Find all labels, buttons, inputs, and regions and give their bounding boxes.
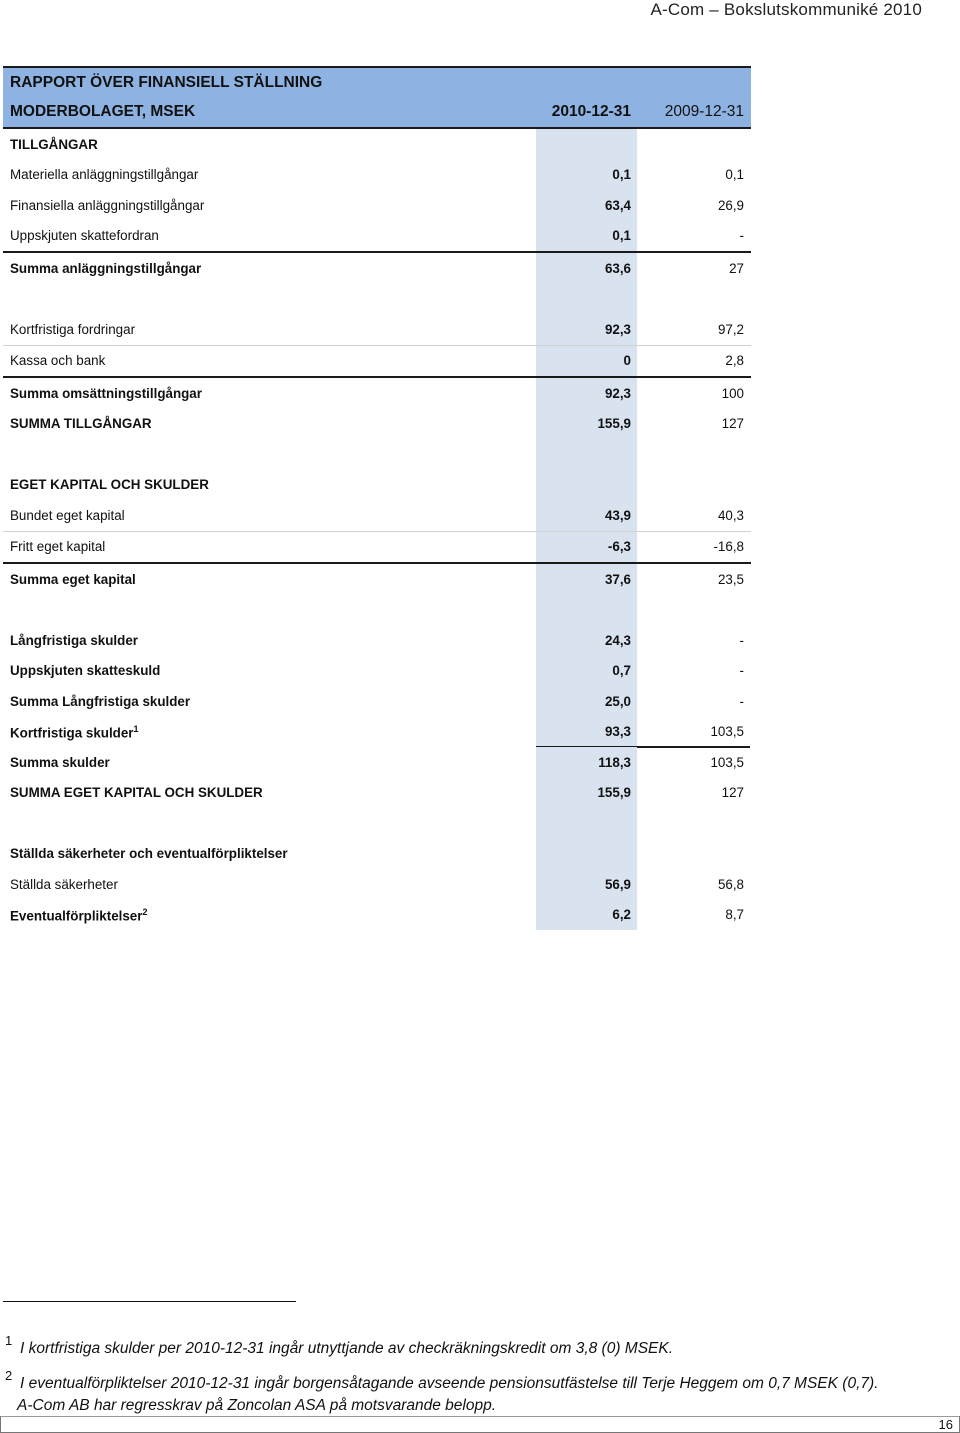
value-2010: 118,3 [536, 747, 637, 778]
value-2009: 56,8 [717, 876, 744, 892]
table-row [3, 251, 751, 284]
value-2009: 2,8 [725, 353, 744, 369]
table-row [3, 595, 751, 626]
value-2010: 92,3 [536, 378, 637, 409]
row-label: TILLGÅNGAR [10, 136, 98, 152]
table-row [3, 500, 751, 531]
value-2009 [637, 808, 750, 839]
value-2009: - [739, 693, 744, 709]
row-label: Summa Långfristiga skulder [10, 693, 191, 709]
row-label: Summa omsättningstillgångar [10, 385, 202, 401]
row-label: Uppskjuten skatteskuld [10, 663, 161, 679]
row-label: Kortfristiga skulder$^1$ [10, 723, 139, 740]
value-2010: 155,9 [536, 778, 637, 809]
value-2010: 155,9 [536, 409, 637, 440]
value-2010: 37,6 [536, 564, 637, 595]
column-header-2010: 2010-12-31 [551, 103, 631, 120]
value-2010 [536, 284, 637, 315]
row-label: SUMMA EGET KAPITAL OCH SKULDER [10, 785, 263, 801]
row-label: Materiella anläggningstillgångar [10, 167, 199, 183]
value-2010: 6,2 [536, 900, 637, 931]
value-2010: -6,3 [536, 532, 637, 563]
value-2009: 27 [729, 260, 744, 276]
table-row [3, 900, 751, 931]
table-row [3, 686, 751, 717]
table-title: RAPPORT ÖVER FINANSIELL STÄLLNING [10, 73, 323, 91]
table-row [3, 190, 751, 221]
table-row [3, 284, 751, 315]
row-label: SUMMA TILLGÅNGAR [10, 416, 152, 432]
row-label: Fritt eget kapital [10, 539, 106, 555]
table-row [3, 314, 751, 345]
table-row [3, 717, 751, 748]
value-2009: - [739, 632, 744, 648]
value-2010 [536, 439, 637, 470]
row-label: Långfristiga skulder [10, 632, 138, 648]
balance-sheet-table [3, 66, 751, 930]
column-header-2009: 2009-12-31 [664, 103, 744, 120]
value-2009: -16,8 [713, 539, 744, 555]
value-2009: 127 [721, 416, 744, 432]
value-2009: - [739, 663, 744, 679]
table-row [3, 562, 751, 595]
footnote-2 [5, 1368, 879, 1417]
value-2009 [637, 839, 750, 870]
value-2010 [536, 129, 637, 160]
table-row [3, 808, 751, 839]
value-2009: 23,5 [717, 571, 744, 587]
value-2009 [637, 595, 750, 626]
row-label: Summa anläggningstillgångar [10, 260, 202, 276]
value-2010: 0,1 [536, 221, 637, 252]
row-label: EGET KAPITAL OCH SKULDER [10, 477, 209, 493]
value-2009: 103,5 [710, 724, 744, 740]
table-row [3, 376, 751, 409]
row-label: Uppskjuten skattefordran [10, 228, 159, 244]
value-2009: 97,2 [717, 321, 744, 337]
value-2010: 63,4 [536, 190, 637, 221]
value-2009: 0,1 [725, 167, 744, 183]
footnote-1-text: I kortfristiga skulder per 2010-12-31 ingår utnyttjande av checkräkningskredit om 3,8 (0) MSEK. [20, 1340, 674, 1357]
row-label: Ställda säkerheter och eventualförpliktelser [10, 846, 288, 862]
table-row [3, 531, 751, 563]
value-2009: 100 [721, 385, 744, 401]
value-2009: 40,3 [717, 507, 744, 523]
footnote-1-number: 1 [5, 1333, 13, 1348]
row-label: Eventualförpliktelser$^2$ [10, 906, 148, 923]
table-row [3, 869, 751, 900]
row-label: Kassa och bank [10, 353, 106, 369]
table-row [3, 409, 751, 440]
value-2010: 56,9 [536, 869, 637, 900]
value-2009: 103,5 [710, 754, 744, 770]
value-2010: 25,0 [536, 686, 637, 717]
footnote-marker: 2 [142, 906, 148, 917]
value-2009: 26,9 [717, 197, 744, 213]
footnote-divider [3, 1301, 296, 1302]
value-2010: 92,3 [536, 314, 637, 345]
page-header: A-Com – Bokslutskommuniké 2010 [650, 0, 922, 19]
table-row [3, 129, 751, 160]
table-row [3, 778, 751, 809]
page-footer [0, 1416, 960, 1433]
row-label: Summa eget kapital [10, 571, 136, 587]
table-header-row [3, 97, 751, 129]
footnote-2-text-cont: A-Com AB har regresskrav på Zoncolan ASA på motsvarande belopp. [17, 1397, 497, 1414]
value-2009: 127 [721, 785, 744, 801]
row-label: Kortfristiga fordringar [10, 321, 136, 337]
value-2010: 0,7 [536, 656, 637, 687]
value-2009: 8,7 [725, 907, 744, 923]
value-2010: 0 [536, 346, 637, 377]
row-label: Bundet eget kapital [10, 507, 125, 523]
table-subtitle: MODERBOLAGET, MSEK [10, 103, 196, 120]
value-2009: - [739, 228, 744, 244]
table-row [3, 625, 751, 656]
value-2009 [637, 284, 750, 315]
row-label: Finansiella anläggningstillgångar [10, 197, 205, 213]
value-2010 [536, 839, 637, 870]
value-2010: 93,3 [536, 717, 637, 748]
table-title-row [3, 68, 751, 97]
value-2010: 63,6 [536, 253, 637, 284]
table-row [3, 221, 751, 252]
value-2010 [536, 808, 637, 839]
page-number: 16 [938, 1417, 953, 1432]
value-2010: 24,3 [536, 625, 637, 656]
table-row [3, 747, 751, 778]
value-2009 [637, 439, 750, 470]
table-row [3, 439, 751, 470]
value-2009 [637, 470, 750, 501]
footnote-2-number: 2 [5, 1368, 13, 1383]
footnote-1 [5, 1333, 674, 1360]
value-2010 [536, 470, 637, 501]
value-2010 [536, 595, 637, 626]
value-2010: 0,1 [536, 160, 637, 191]
row-label: Summa skulder [10, 754, 110, 770]
table-row [3, 160, 751, 191]
row-label: Ställda säkerheter [10, 876, 118, 892]
value-2010: 43,9 [536, 500, 637, 531]
table-row [3, 839, 751, 870]
value-2009 [637, 129, 750, 160]
footnote-marker: 1 [133, 723, 139, 734]
table-row [3, 656, 751, 687]
table-row [3, 345, 751, 377]
footnote-2-text: I eventualförpliktelser 2010-12-31 ingår borgensåtagande avseende pensionsutfästelse till Terje Heggem om 0,7 MSEK (0,7). [20, 1375, 879, 1392]
table-row [3, 470, 751, 501]
